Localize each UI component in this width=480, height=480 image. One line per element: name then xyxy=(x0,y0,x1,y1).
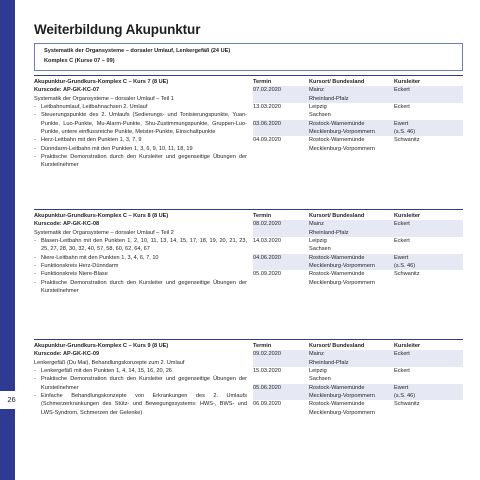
schedule-place: Mainz xyxy=(309,86,394,94)
course-code: Kurscode: AP-GK-KC-07 xyxy=(34,87,100,94)
schedule-leader: Ewert xyxy=(394,384,463,392)
column-header-place: Kursort/ Bundesland xyxy=(309,213,365,219)
course-topic-item: - Funktionskreis Niere-Blase xyxy=(34,270,247,278)
course-schedule-table xyxy=(253,342,463,417)
column-header-place: Kursort/ Bundesland xyxy=(309,343,365,349)
table-row xyxy=(253,86,463,94)
schedule-place: Mainz xyxy=(309,350,394,358)
table-row xyxy=(253,279,463,287)
column-header-date: Termin xyxy=(253,213,272,219)
schedule-date xyxy=(253,95,309,103)
schedule-leader xyxy=(394,95,463,103)
course-topic-item: - Praktische Demonstration durch den Kursleiter und gegenseitige Übungen der Kursteilnehmer xyxy=(34,153,247,170)
table-row xyxy=(253,262,463,270)
schedule-place: Sachsen xyxy=(309,246,331,253)
schedule-place: Mainz xyxy=(309,220,394,228)
course-topic-item: - Dünndarm-Leitbahn mit den Punkten 1, 3, 6, 9, 10, 11, 18, 19 xyxy=(34,145,247,153)
schedule-date xyxy=(253,262,309,270)
course-topic-item: - Niere-Leitbahn mit den Punkten 1, 3, 4, 6, 7, 10 xyxy=(34,254,247,262)
schedule-date: 07.02.2020 xyxy=(253,86,309,94)
schedule-date xyxy=(253,392,309,400)
course-topic-list xyxy=(34,237,247,295)
schedule-leader: Ewert xyxy=(394,120,463,128)
schedule-place: Rheinland-Pfalz xyxy=(309,95,394,103)
table-row xyxy=(253,367,463,375)
schedule-place: Mecklenburg-Vorpommern xyxy=(309,409,375,416)
section-header-line-1: Systematik der Organsysteme – dorsaler Umlauf, Lenkergefäß (24 UE) xyxy=(44,48,231,54)
schedule-place: Mecklenburg-Vorpommern xyxy=(309,392,394,400)
schedule-date xyxy=(253,409,309,417)
course-description xyxy=(34,342,247,417)
schedule-leader: (s.S. 46) xyxy=(394,262,463,270)
column-header-leader: Kursleiter xyxy=(394,213,421,219)
section-header-box xyxy=(34,43,463,71)
schedule-leader xyxy=(394,145,463,153)
schedule-place: Rheinland-Pfalz xyxy=(309,229,394,237)
schedule-date xyxy=(253,375,309,383)
schedule-leader xyxy=(394,111,463,119)
schedule-date xyxy=(253,111,309,119)
course-topic-item: - Lenkergefäß mit den Punkten 1, 4, 14, 15, 16, 20, 26 xyxy=(34,367,247,375)
table-row xyxy=(253,111,463,119)
schedule-date: 08.02.2020 xyxy=(253,220,309,228)
schedule-place: Mecklenburg-Vorpommern xyxy=(309,145,375,152)
table-row xyxy=(253,95,463,103)
schedule-place: Leipzig xyxy=(309,368,327,375)
table-row xyxy=(253,350,463,358)
schedule-leader: Eckert xyxy=(394,238,410,245)
course-topic-list xyxy=(34,367,247,417)
schedule-place: Sachsen xyxy=(309,376,331,383)
schedule-leader xyxy=(394,359,463,367)
table-row xyxy=(253,409,463,417)
schedule-leader: Ewert xyxy=(394,254,463,262)
schedule-leader: Eckert xyxy=(394,350,463,358)
course-code: Kurscode: AP-GK-KC-09 xyxy=(34,351,100,358)
column-header-leader: Kursleiter xyxy=(394,343,421,349)
course-block xyxy=(34,75,463,170)
course-topic-item: - Leitbahnumlauf, Leitbahnachsen 2. Umlauf xyxy=(34,103,247,111)
schedule-place: Mecklenburg-Vorpommern xyxy=(309,128,394,136)
schedule-leader: Schwanitz xyxy=(394,137,420,144)
schedule-place: Rheinland-Pfalz xyxy=(309,359,394,367)
course-block xyxy=(34,209,463,295)
course-schedule-table xyxy=(253,78,463,153)
schedule-date xyxy=(253,279,309,287)
schedule-leader: Schwanitz xyxy=(394,271,420,278)
table-row xyxy=(253,237,463,245)
schedule-date: 15.03.2020 xyxy=(253,368,281,375)
table-row xyxy=(253,120,463,128)
schedule-date: 13.03.2020 xyxy=(253,104,281,111)
column-header-leader: Kursleiter xyxy=(394,79,421,85)
schedule-leader xyxy=(394,229,463,237)
schedule-date: 05.09.2020 xyxy=(253,271,281,278)
course-divider xyxy=(34,75,463,76)
table-row xyxy=(253,400,463,408)
table-row xyxy=(253,245,463,253)
schedule-date xyxy=(253,128,309,136)
schedule-place: Sachsen xyxy=(309,112,331,119)
schedule-place: Rostock-Warnemünde xyxy=(309,271,365,278)
schedule-leader: Eckert xyxy=(394,104,410,111)
schedule-place: Rostock-Warnemünde xyxy=(309,137,365,144)
course-topic-list xyxy=(34,103,247,170)
schedule-date: 05.06.2020 xyxy=(253,384,309,392)
table-row xyxy=(253,229,463,237)
schedule-leader: Eckert xyxy=(394,368,410,375)
table-row xyxy=(253,384,463,392)
table-row xyxy=(253,270,463,278)
table-row xyxy=(253,220,463,228)
schedule-date xyxy=(253,245,309,253)
schedule-place: Rostock-Warnemünde xyxy=(309,384,394,392)
schedule-leader: (s.S. 46) xyxy=(394,128,463,136)
schedule-date xyxy=(253,145,309,153)
schedule-leader: Eckert xyxy=(394,86,463,94)
schedule-place: Leipzig xyxy=(309,238,327,245)
course-topic-item: - Einfache Behandlungskonzepte von Erkrankungen des 2. Umlaufs (Schmerzerkrankungen des Stütz- und Bewegungssystems: HWS-, BWS- und LWS-Syndrom, Schmerzen der Gelenke) xyxy=(34,392,247,417)
course-subtitle: Lenkergefäß (Du Mai), Behandlungskonzepte zum 2. Umlauf xyxy=(34,359,185,366)
column-header-date: Termin xyxy=(253,79,272,85)
page-number: 26 xyxy=(0,391,23,409)
schedule-date xyxy=(253,229,309,237)
schedule-place: Mecklenburg-Vorpommern xyxy=(309,279,375,286)
schedule-place: Rostock-Warnemünde xyxy=(309,254,394,262)
schedule-leader: (s.S. 46) xyxy=(394,392,463,400)
course-subtitle: Systematik der Organsysteme – dorsaler Umlauf – Teil 2 xyxy=(34,229,174,236)
column-header-place: Kursort/ Bundesland xyxy=(309,79,365,85)
schedule-date: 04.06.2020 xyxy=(253,254,309,262)
course-topic-item: - Blasen-Leitbahn mit den Punkten 1, 2, 10, 11, 13, 14, 15, 17, 18, 19, 20, 21, 23, 25, 27, 28, 30, 32, 40, 57, 58, 60, 62, 64, 67 xyxy=(34,237,247,254)
schedule-date: 04.09.2020 xyxy=(253,137,281,144)
schedule-leader: Eckert xyxy=(394,220,463,228)
course-divider xyxy=(34,209,463,210)
course-topic-item: - Praktische Demonstration durch den Kursleiter und gegenseitige Übungen der Kursteilnehmer xyxy=(34,375,247,392)
course-description xyxy=(34,78,247,170)
course-topic-item: - Steuerungspunkte des 2. Umlaufs (Sedierungs- und Tonisierungspunkte, Yuan-Punkte, Luo-Punkte, Mu-Alarm-Punkte, Shu-Zustimmungspunkte, Gruppen-Luo-Punkte, untere einflussreiche Punkte, Meister-Punkte, Einschaltpunkte xyxy=(34,111,247,136)
column-header-date: Termin xyxy=(253,343,272,349)
table-row xyxy=(253,359,463,367)
schedule-place: Rostock-Warnemünde xyxy=(309,401,365,408)
table-row xyxy=(253,145,463,153)
schedule-leader xyxy=(394,245,463,253)
course-subtitle: Systematik der Organsysteme – dorsaler Umlauf – Teil 1 xyxy=(34,95,174,102)
schedule-date: 14.03.2020 xyxy=(253,238,281,245)
schedule-place: Leipzig xyxy=(309,104,327,111)
course-title: Akupunktur-Grundkurs-Komplex C – Kurs 9 (8 UE) xyxy=(34,343,169,349)
table-row xyxy=(253,375,463,383)
schedule-leader: Schwanitz xyxy=(394,401,420,408)
page-title: Weiterbildung Akupunktur xyxy=(34,22,201,37)
course-title: Akupunktur-Grundkurs-Komplex C – Kurs 8 (8 UE) xyxy=(34,213,169,219)
schedule-place: Mecklenburg-Vorpommern xyxy=(309,262,394,270)
section-header-line-2: Komplex C (Kurse 07 – 09) xyxy=(44,57,115,64)
course-block xyxy=(34,339,463,417)
schedule-date: 09.02.2020 xyxy=(253,350,309,358)
course-description xyxy=(34,212,247,295)
course-schedule-table xyxy=(253,212,463,287)
schedule-date: 03.06.2020 xyxy=(253,120,309,128)
course-topic-item: - Funktionskreis Herz-Dünndarm xyxy=(34,262,247,270)
table-row xyxy=(253,103,463,111)
schedule-place: Rostock-Warnemünde xyxy=(309,120,394,128)
schedule-leader xyxy=(394,279,463,287)
course-title: Akupunktur-Grundkurs-Komplex C – Kurs 7 (8 UE) xyxy=(34,79,169,85)
schedule-date xyxy=(253,359,309,367)
course-code: Kurscode: AP-GK-KC-08 xyxy=(34,221,100,228)
schedule-date: 06.09.2020 xyxy=(253,401,281,408)
table-row xyxy=(253,136,463,144)
table-row xyxy=(253,128,463,136)
course-topic-item: - Praktische Demonstration durch den Kursleiter und gegenseitige Übungen der Kursteilnehmer xyxy=(34,279,247,296)
course-divider xyxy=(34,339,463,340)
table-row xyxy=(253,392,463,400)
table-row xyxy=(253,254,463,262)
course-topic-item: - Herz-Leitbahn mit den Punkten 1, 3, 7, 9 xyxy=(34,136,247,144)
schedule-leader xyxy=(394,375,463,383)
schedule-leader xyxy=(394,409,463,417)
